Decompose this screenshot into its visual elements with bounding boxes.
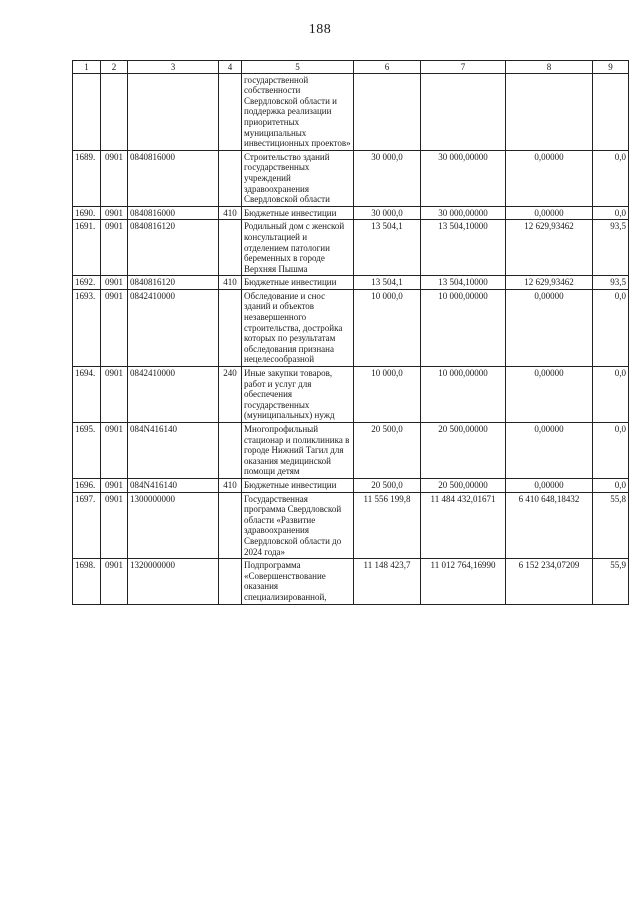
row-number-cell: 1691. <box>73 220 101 276</box>
approved-amount-cell: 30 000,0 <box>354 206 421 220</box>
execution-percent-cell: 0,0 <box>593 478 629 492</box>
column-number-9: 9 <box>593 61 629 74</box>
target-article-cell: 1320000000 <box>128 559 219 604</box>
table-row <box>73 150 629 206</box>
table-row <box>73 559 629 604</box>
table-row <box>73 478 629 492</box>
target-article-cell: 1300000000 <box>128 492 219 559</box>
refined-amount-cell: 30 000,00000 <box>421 150 506 206</box>
item-name-cell: Иные закупки товаров, работ и услуг для обеспечения государственных (муниципальных) нужд <box>242 367 354 423</box>
expense-type-cell: 410 <box>219 206 242 220</box>
executed-amount-cell: 0,00000 <box>506 423 593 479</box>
expense-type-cell: 240 <box>219 367 242 423</box>
item-name-cell: Бюджетные инвестиции <box>242 206 354 220</box>
table-row <box>73 73 629 150</box>
approved-amount-cell: 20 500,0 <box>354 423 421 479</box>
table-row <box>73 367 629 423</box>
expense-type-cell <box>219 559 242 604</box>
column-number-2: 2 <box>101 61 128 74</box>
row-number-cell: 1690. <box>73 206 101 220</box>
target-article-cell: 0840816000 <box>128 206 219 220</box>
approved-amount-cell: 11 556 199,8 <box>354 492 421 559</box>
column-number-8: 8 <box>506 61 593 74</box>
approved-amount-cell <box>354 73 421 150</box>
expense-type-cell <box>219 150 242 206</box>
section-code-cell: 0901 <box>101 423 128 479</box>
executed-amount-cell <box>506 73 593 150</box>
target-article-cell <box>128 73 219 150</box>
executed-amount-cell: 0,00000 <box>506 289 593 366</box>
refined-amount-cell: 11 012 764,16990 <box>421 559 506 604</box>
row-number-cell: 1693. <box>73 289 101 366</box>
section-code-cell: 0901 <box>101 150 128 206</box>
section-code-cell <box>101 73 128 150</box>
table-row <box>73 492 629 559</box>
column-number-3: 3 <box>128 61 219 74</box>
expense-type-cell <box>219 289 242 366</box>
column-number-4: 4 <box>219 61 242 74</box>
executed-amount-cell: 12 629,93462 <box>506 276 593 290</box>
table-row <box>73 276 629 290</box>
execution-percent-cell: 0,0 <box>593 206 629 220</box>
section-code-cell: 0901 <box>101 367 128 423</box>
executed-amount-cell: 0,00000 <box>506 206 593 220</box>
approved-amount-cell: 20 500,0 <box>354 478 421 492</box>
table-row <box>73 220 629 276</box>
section-code-cell: 0901 <box>101 206 128 220</box>
refined-amount-cell: 13 504,10000 <box>421 220 506 276</box>
expense-type-cell <box>219 73 242 150</box>
item-name-cell: государственной собственности Свердловской области и поддержка реализации приоритетных муниципальных инвестиционных проектов» <box>242 73 354 150</box>
page-number: 188 <box>308 22 332 37</box>
approved-amount-cell: 10 000,0 <box>354 367 421 423</box>
item-name-cell: Бюджетные инвестиции <box>242 276 354 290</box>
item-name-cell: Государственная программа Свердловской области «Развитие здравоохранения Свердловской области до 2024 года» <box>242 492 354 559</box>
expense-type-cell: 410 <box>219 276 242 290</box>
table-row <box>73 206 629 220</box>
table-row <box>73 423 629 479</box>
budget-table <box>72 60 629 605</box>
execution-percent-cell: 55,9 <box>593 559 629 604</box>
target-article-cell: 084N416140 <box>128 478 219 492</box>
target-article-cell: 0840816120 <box>128 276 219 290</box>
section-code-cell: 0901 <box>101 478 128 492</box>
row-number-cell: 1696. <box>73 478 101 492</box>
execution-percent-cell <box>593 73 629 150</box>
refined-amount-cell: 20 500,00000 <box>421 478 506 492</box>
column-number-7: 7 <box>421 61 506 74</box>
item-name-cell: Родильный дом с женской консультацией и отделением патологии беременных в городе Верхняя Пышма <box>242 220 354 276</box>
row-number-cell: 1697. <box>73 492 101 559</box>
refined-amount-cell: 10 000,00000 <box>421 289 506 366</box>
executed-amount-cell: 12 629,93462 <box>506 220 593 276</box>
item-name-cell: Подпрограмма «Совершенствование оказания специализированной, <box>242 559 354 604</box>
target-article-cell: 0840816120 <box>128 220 219 276</box>
execution-percent-cell: 93,5 <box>593 276 629 290</box>
execution-percent-cell: 0,0 <box>593 423 629 479</box>
row-number-cell: 1692. <box>73 276 101 290</box>
row-number-cell: 1689. <box>73 150 101 206</box>
table-row <box>73 289 629 366</box>
approved-amount-cell: 13 504,1 <box>354 276 421 290</box>
section-code-cell: 0901 <box>101 559 128 604</box>
executed-amount-cell: 0,00000 <box>506 150 593 206</box>
approved-amount-cell: 10 000,0 <box>354 289 421 366</box>
column-number-1: 1 <box>73 61 101 74</box>
expense-type-cell: 410 <box>219 478 242 492</box>
item-name-cell: Многопрофильный стационар и поликлиника в городе Нижний Тагил для оказания медицинской помощи детям <box>242 423 354 479</box>
approved-amount-cell: 13 504,1 <box>354 220 421 276</box>
executed-amount-cell: 0,00000 <box>506 367 593 423</box>
target-article-cell: 084N416140 <box>128 423 219 479</box>
execution-percent-cell: 93,5 <box>593 220 629 276</box>
section-code-cell: 0901 <box>101 289 128 366</box>
row-number-cell: 1694. <box>73 367 101 423</box>
refined-amount-cell: 10 000,00000 <box>421 367 506 423</box>
refined-amount-cell: 20 500,00000 <box>421 423 506 479</box>
row-number-cell <box>73 73 101 150</box>
table-body <box>73 73 629 604</box>
target-article-cell: 0840816000 <box>128 150 219 206</box>
refined-amount-cell: 30 000,00000 <box>421 206 506 220</box>
approved-amount-cell: 30 000,0 <box>354 150 421 206</box>
row-number-cell: 1698. <box>73 559 101 604</box>
refined-amount-cell: 13 504,10000 <box>421 276 506 290</box>
refined-amount-cell <box>421 73 506 150</box>
executed-amount-cell: 6 410 648,18432 <box>506 492 593 559</box>
section-code-cell: 0901 <box>101 220 128 276</box>
approved-amount-cell: 11 148 423,7 <box>354 559 421 604</box>
expense-type-cell <box>219 492 242 559</box>
expense-type-cell <box>219 220 242 276</box>
expense-type-cell <box>219 423 242 479</box>
column-number-6: 6 <box>354 61 421 74</box>
column-number-row <box>73 61 629 74</box>
item-name-cell: Бюджетные инвестиции <box>242 478 354 492</box>
execution-percent-cell: 0,0 <box>593 289 629 366</box>
item-name-cell: Обследование и снос зданий и объектов незавершенного строительства, достройка которых по результатам обследования признана нецелесообразной <box>242 289 354 366</box>
item-name-cell: Строительство зданий государственных учреждений здравоохранения Свердловской области <box>242 150 354 206</box>
executed-amount-cell: 6 152 234,07209 <box>506 559 593 604</box>
row-number-cell: 1695. <box>73 423 101 479</box>
target-article-cell: 0842410000 <box>128 367 219 423</box>
executed-amount-cell: 0,00000 <box>506 478 593 492</box>
execution-percent-cell: 0,0 <box>593 150 629 206</box>
refined-amount-cell: 11 484 432,01671 <box>421 492 506 559</box>
section-code-cell: 0901 <box>101 492 128 559</box>
target-article-cell: 0842410000 <box>128 289 219 366</box>
execution-percent-cell: 55,8 <box>593 492 629 559</box>
column-number-5: 5 <box>242 61 354 74</box>
execution-percent-cell: 0,0 <box>593 367 629 423</box>
section-code-cell: 0901 <box>101 276 128 290</box>
